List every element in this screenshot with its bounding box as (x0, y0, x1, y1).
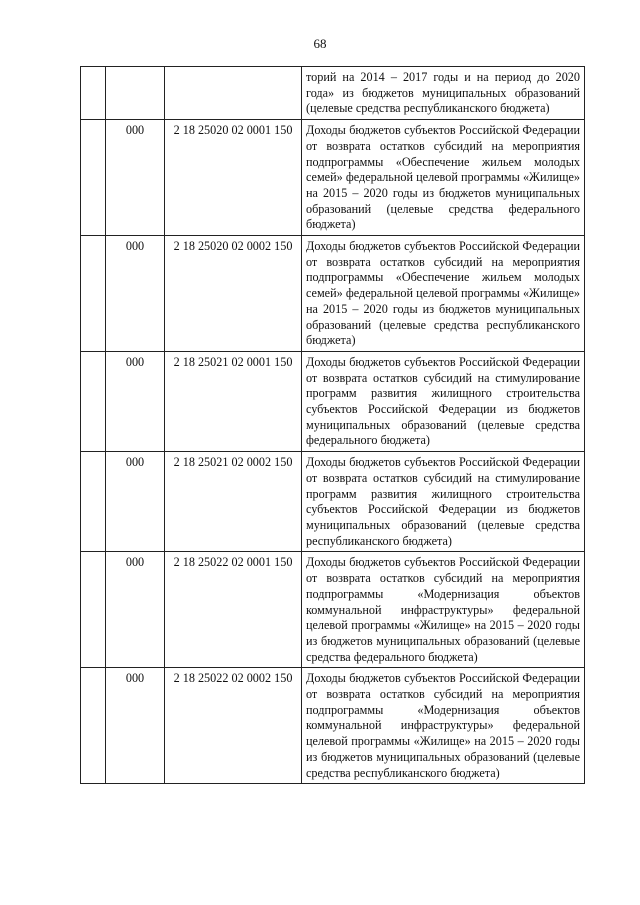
table-row (81, 452, 585, 552)
budget-code-cell: 2 18 25020 02 0001 150 (165, 120, 302, 236)
budget-code-cell: 2 18 25021 02 0002 150 (165, 452, 302, 552)
budget-code-cell: 2 18 25021 02 0001 150 (165, 351, 302, 451)
empty-cell (81, 236, 106, 352)
table-row (81, 120, 585, 236)
budget-code-cell (165, 67, 302, 120)
page-number: 68 (313, 36, 327, 51)
budget-classification-table (80, 66, 585, 784)
admin-code-cell (106, 67, 165, 120)
empty-cell (81, 452, 106, 552)
budget-code-cell: 2 18 25020 02 0002 150 (165, 236, 302, 352)
budget-code-cell: 2 18 25022 02 0002 150 (165, 668, 302, 784)
description-cell: торий на 2014 – 2017 годы и на период до 2020 года» из бюджетов муниципальных образований (целевые средства республиканского бюджета) (302, 67, 585, 120)
table-row (81, 351, 585, 451)
admin-code-cell: 000 (106, 668, 165, 784)
description-cell: Доходы бюджетов субъектов Российской Федерации от возврата остатков субсидий на стимулирование программ развития жилищного строительства субъектов Российской Федерации из бюджетов муниципальных образований (целевые средства федерального бюджета) (302, 351, 585, 451)
description-cell: Доходы бюджетов субъектов Российской Федерации от возврата остатков субсидий на мероприятия подпрограммы «Модернизация объектов коммунальной инфраструктуры» федеральной целевой программы «Жилище» на 2015 – 2020 годы из бюджетов муниципальных образований (целевые средства федерального бюджета) (302, 552, 585, 668)
admin-code-cell: 000 (106, 236, 165, 352)
admin-code-cell: 000 (106, 452, 165, 552)
empty-cell (81, 668, 106, 784)
table-row (81, 236, 585, 352)
admin-code-cell: 000 (106, 120, 165, 236)
description-cell: Доходы бюджетов субъектов Российской Федерации от возврата остатков субсидий на мероприятия подпрограммы «Модернизация объектов коммунальной инфраструктуры» федеральной целевой программы «Жилище» на 2015 – 2020 годы из бюджетов муниципальных образований (целевые средства республиканского бюджета) (302, 668, 585, 784)
table-row (81, 552, 585, 668)
admin-code-cell: 000 (106, 552, 165, 668)
admin-code-cell: 000 (106, 351, 165, 451)
description-cell: Доходы бюджетов субъектов Российской Федерации от возврата остатков субсидий на мероприятия подпрограммы «Обеспечение жильем молодых семей» федеральной целевой программы «Жилище» на 2015 – 2020 годы из бюджетов муниципальных образований (целевые средства федерального бюджета) (302, 120, 585, 236)
empty-cell (81, 67, 106, 120)
table-row (81, 668, 585, 784)
table-row (81, 67, 585, 120)
description-cell: Доходы бюджетов субъектов Российской Федерации от возврата остатков субсидий на стимулирование программ развития жилищного строительства субъектов Российской Федерации из бюджетов муниципальных образований (целевые средства республиканского бюджета) (302, 452, 585, 552)
empty-cell (81, 552, 106, 668)
description-cell: Доходы бюджетов субъектов Российской Федерации от возврата остатков субсидий на мероприятия подпрограммы «Обеспечение жильем молодых семей» федеральной целевой программы «Жилище» на 2015 – 2020 годы из бюджетов муниципальных образований (целевые средства республиканского бюджета) (302, 236, 585, 352)
empty-cell (81, 351, 106, 451)
empty-cell (81, 120, 106, 236)
table-body (81, 67, 585, 784)
budget-code-cell: 2 18 25022 02 0001 150 (165, 552, 302, 668)
